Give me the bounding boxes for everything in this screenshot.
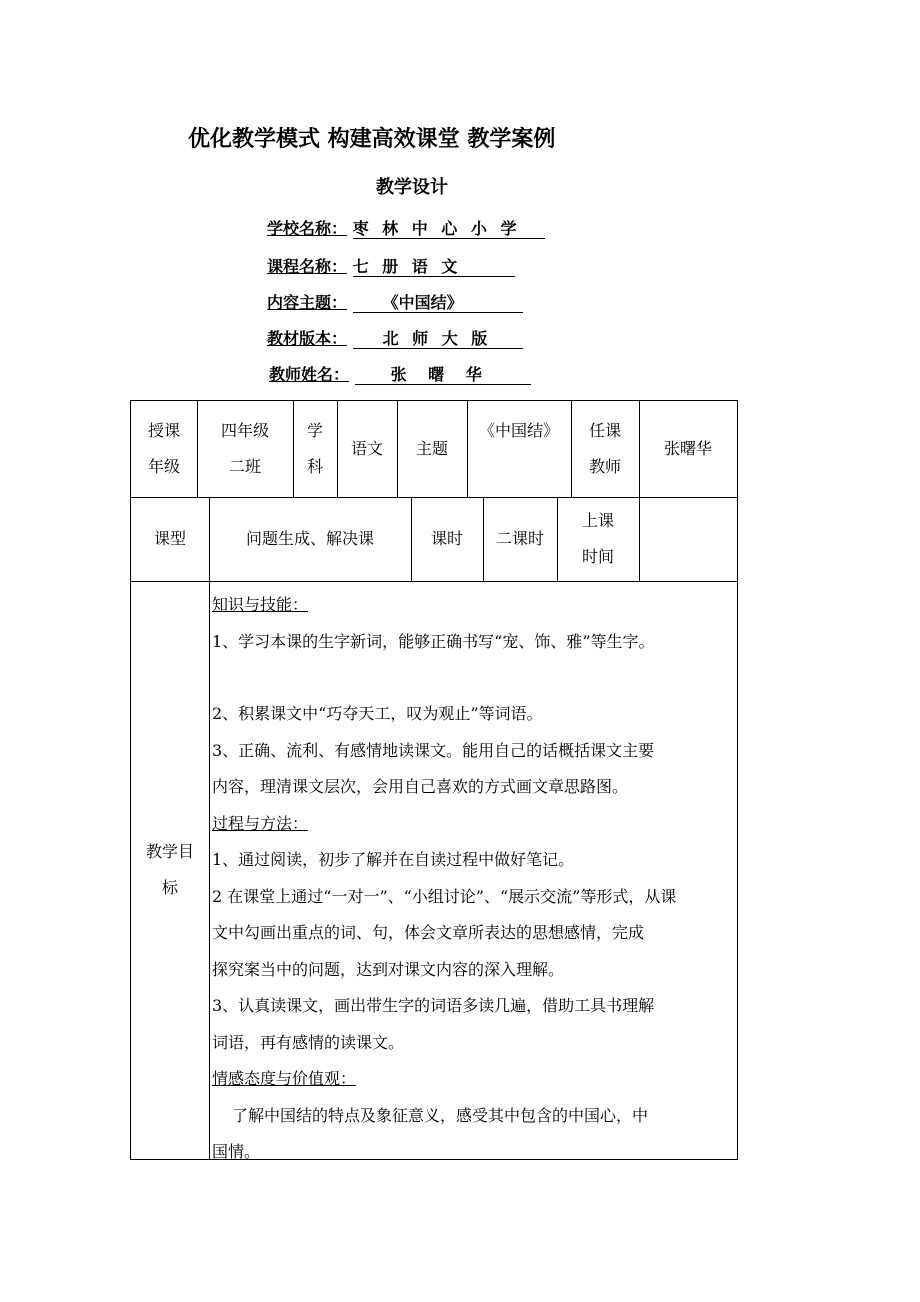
meta-topic bbox=[267, 290, 523, 313]
goals-content bbox=[210, 581, 737, 1159]
topic-label: 主题 bbox=[415, 439, 448, 458]
class-time-label: 上课 时间 bbox=[581, 511, 614, 566]
list-item: 2、积累课文中“巧夺天工，叹为观止”等词语。 bbox=[212, 704, 543, 723]
meta-school bbox=[267, 216, 545, 239]
teacher-value: 张曙华 bbox=[663, 439, 712, 458]
list-item: 词语，再有感情的读课文。 bbox=[212, 1032, 405, 1052]
meta-teacher-label: 教师姓名： bbox=[269, 365, 350, 384]
goals-label: 教学目 标 bbox=[145, 842, 194, 897]
meta-edition-label: 教材版本： bbox=[267, 329, 348, 348]
meta-edition bbox=[267, 326, 523, 349]
meta-school-label: 学校名称： bbox=[267, 219, 348, 238]
meta-course bbox=[267, 254, 515, 277]
type-label: 课型 bbox=[153, 529, 186, 548]
list-item: 内容，理清课文层次，会用自己喜欢的方式画文章思路图。 bbox=[212, 777, 629, 796]
list-item: 1、学习本课的生字新词，能够正确书写“宠、饰、雅”等生字。 bbox=[212, 631, 655, 651]
meta-course-label: 课程名称： bbox=[267, 257, 348, 276]
meta-topic-value: 《中国结》 bbox=[353, 293, 523, 313]
list-item: 2 在课堂上通过“一对一”、“小组讨论”、“展示交流”等形式，从课 bbox=[212, 886, 677, 906]
list-item: 了解中国结的特点及象征意义，感受其中包含的中国心，中 bbox=[232, 1105, 649, 1125]
list-item: 探究案当中的问题，达到对课文内容的深入理解。 bbox=[212, 959, 565, 979]
table-row-2 bbox=[131, 497, 737, 581]
period-label: 课时 bbox=[430, 529, 463, 548]
list-item: 3、认真读课文，画出带生字的词语多读几遍，借助工具书理解 bbox=[212, 996, 655, 1015]
table-row-3 bbox=[131, 581, 737, 1159]
class-time-value bbox=[639, 497, 737, 581]
list-item: 文中勾画出重点的词、句，体会文章所表达的思想感情，完成 bbox=[212, 923, 645, 942]
meta-school-value: 枣 林 中 心 小 学 bbox=[353, 219, 545, 239]
section-title-attitude: 情感态度与价值观： bbox=[212, 1069, 357, 1088]
subject-value: 语文 bbox=[350, 439, 383, 458]
meta-edition-value: 北 师 大 版 bbox=[353, 329, 523, 349]
grade-label: 授课 年级 bbox=[147, 421, 180, 476]
document-subtitle: 教学设计 bbox=[376, 177, 448, 198]
topic-value: 《中国结》 bbox=[478, 421, 559, 440]
lesson-table bbox=[130, 400, 738, 1160]
meta-course-value: 七 册 语 文 bbox=[353, 257, 515, 277]
period-value: 二课时 bbox=[495, 529, 544, 548]
list-item: 1、通过阅读，初步了解并在自读过程中做好笔记。 bbox=[212, 850, 575, 869]
grade-value: 四年级 二班 bbox=[220, 421, 269, 476]
meta-teacher-value: 张 曙 华 bbox=[355, 365, 531, 385]
section-title-knowledge: 知识与技能： bbox=[212, 595, 309, 614]
meta-teacher bbox=[269, 362, 531, 385]
type-value: 问题生成、解决课 bbox=[245, 529, 374, 548]
document-title: 优化教学模式 构建高效课堂 教学案例 bbox=[188, 127, 556, 152]
list-item: 3、正确、流利、有感情地读课文。能用自己的话概括课文主要 bbox=[212, 740, 655, 760]
teacher-label: 任课 教师 bbox=[588, 421, 621, 476]
list-item: 国情。 bbox=[212, 1142, 261, 1161]
subject-label: 学 科 bbox=[306, 421, 323, 476]
meta-topic-label: 内容主题： bbox=[267, 293, 348, 312]
table-row-1 bbox=[131, 401, 737, 497]
section-title-process: 过程与方法： bbox=[212, 813, 309, 833]
